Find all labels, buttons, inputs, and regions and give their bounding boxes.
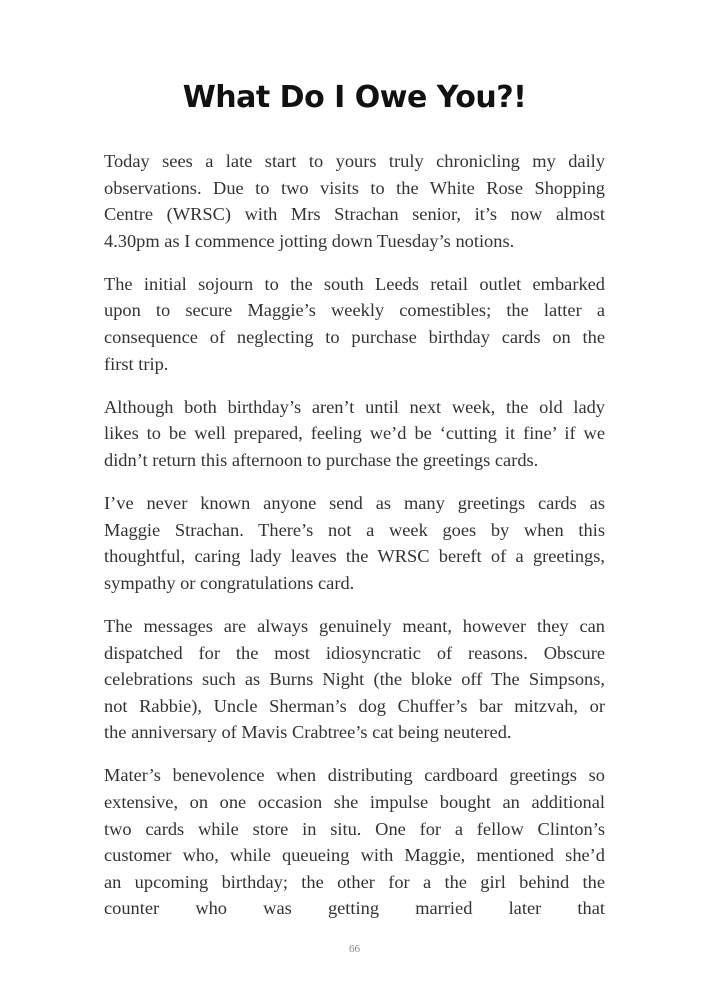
text-line: thoughtful, caring lady leaves the WRSC bereft of a greetings,: [104, 546, 605, 567]
text-line: The initial sojourn to the south Leeds retail outlet embarked: [104, 273, 605, 294]
page-number: 66: [349, 943, 360, 955]
text-line: an upcoming birthday; the other for a the girl behind the: [104, 871, 605, 892]
text-line: Centre (WRSC) with Mrs Strachan senior, it’s now almost: [104, 204, 605, 225]
text-line: sympathy or congratulations card.: [104, 572, 355, 593]
text-line: customer who, while queueing with Maggie, mentioned she’d: [104, 845, 605, 866]
page-title: What Do I Owe You?!: [182, 80, 527, 115]
text-line: dispatched for the most idiosyncratic of reasons. Obscure: [104, 642, 605, 663]
text-line: extensive, on one occasion she impulse bought an additional: [104, 791, 605, 812]
text-line: didn’t return this afternoon to purchase the greetings cards.: [104, 449, 539, 470]
text-line: Although both birthday’s aren’t until next week, the old lady: [104, 396, 605, 417]
text-line: celebrations such as Burns Night (the bloke off The Simpsons,: [104, 669, 605, 690]
text-line: not Rabbie), Uncle Sherman’s dog Chuffer’s bar mitzvah, or: [104, 695, 605, 716]
paragraph: [104, 271, 605, 377]
text-line: 4.30pm as I commence jotting down Tuesday’s notions.: [104, 230, 515, 251]
text-line: two cards while store in situ. One for a fellow Clinton’s: [104, 818, 605, 839]
text-line: observations. Due to two visits to the White Rose Shopping: [104, 177, 605, 198]
paragraph: [104, 762, 605, 922]
text-line: the anniversary of Mavis Crabtree’s cat being neutered.: [104, 722, 512, 743]
paragraph: [104, 394, 605, 474]
paragraph: [104, 613, 605, 746]
text-line: first trip.: [104, 353, 169, 374]
text-line: Today sees a late start to yours truly chronicling my daily: [104, 151, 605, 171]
text-line: counter who was getting married later that: [104, 898, 605, 919]
text-line: upon to secure Maggie’s weekly comestibles; the latter a: [104, 300, 605, 321]
text-line: consequence of neglecting to purchase birthday cards on the: [104, 327, 605, 348]
text-line: Maggie Strachan. There’s not a week goes by when this: [104, 519, 605, 540]
text-line: Mater’s benevolence when distributing cardboard greetings so: [104, 765, 605, 786]
text-line: likes to be well prepared, feeling we’d be ‘cutting it fine’ if we: [104, 423, 605, 444]
text-line: I’ve never known anyone send as many greetings cards as: [104, 493, 605, 514]
paragraph: [104, 148, 605, 254]
body-text: [104, 148, 605, 938]
paragraph: [104, 490, 605, 596]
text-line: The messages are always genuinely meant, however they can: [104, 615, 605, 636]
